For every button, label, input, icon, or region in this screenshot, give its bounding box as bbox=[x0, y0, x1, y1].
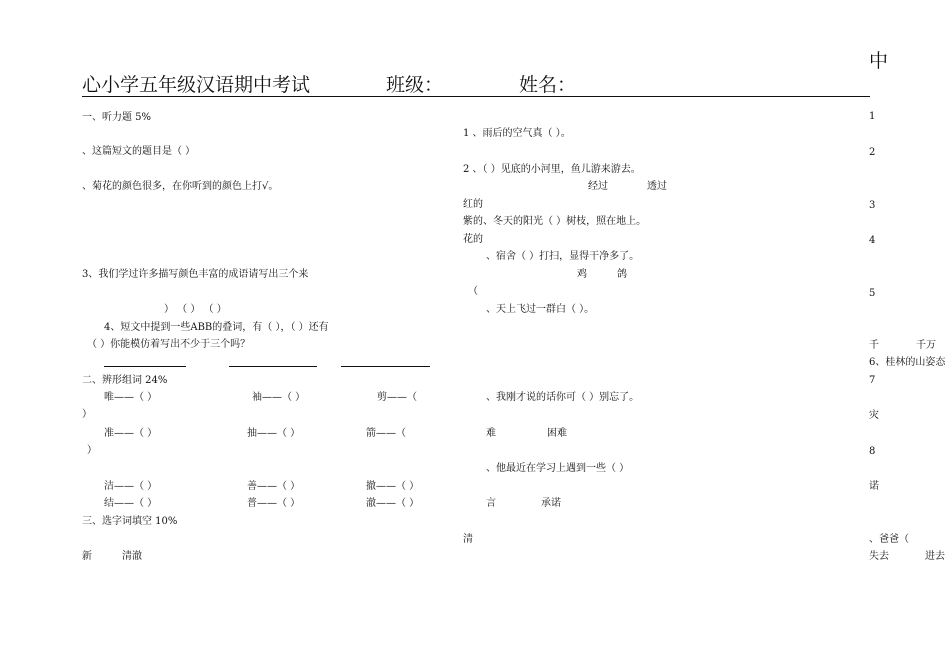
word-option-chengnuo: 承诺 bbox=[541, 498, 561, 509]
word-option-yan: 言 bbox=[486, 498, 496, 509]
word-row-1-c: 剪——（ bbox=[377, 392, 417, 403]
word-row-1-close: ） bbox=[82, 409, 92, 420]
word-row-4-c: 澈——（ ） bbox=[366, 498, 420, 509]
question-3-blanks: ） （ ） （ ） bbox=[164, 304, 227, 315]
right-num-1: 1 bbox=[869, 111, 876, 122]
word-option-nuo: 诺 bbox=[869, 481, 879, 492]
word-row-2-a: 准——（ ） bbox=[104, 428, 158, 439]
fill-item-sky: 、天上飞过一群白（ ）。 bbox=[486, 304, 595, 315]
fill-item-1: 1 、雨后的空气真（ ）。 bbox=[463, 128, 571, 139]
word-option-qing: 清 bbox=[463, 534, 473, 545]
answer-line-1 bbox=[104, 366, 186, 367]
word-row-3-c: 撤——（ ） bbox=[366, 481, 420, 492]
fill-item-study: 、他最近在学习上遇到一些（ ） bbox=[486, 463, 630, 474]
question-flower-colors: 、菊花的颜色很多，在你听到的颜色上打√。 bbox=[82, 181, 279, 192]
class-label: 班级： bbox=[386, 74, 444, 96]
word-option-jingguo: 经过 bbox=[588, 181, 608, 192]
fill-item-sunlight: 紫的、冬天的阳光（ ）树枝，照在地上。 bbox=[463, 216, 647, 227]
fill-item-baba: 、爸爸（ bbox=[869, 534, 909, 545]
word-row-2-c: 箭——（ bbox=[366, 428, 406, 439]
word-row-2-b: 抽——（ ） bbox=[247, 428, 301, 439]
fill-item-words: 、我刚才说的话你可（ ）别忘了。 bbox=[486, 392, 640, 403]
word-option-clear: 清澈 bbox=[122, 551, 142, 562]
open-paren: （ bbox=[468, 286, 478, 297]
word-row-3-b: 善——（ ） bbox=[247, 481, 301, 492]
fill-item-2: 2 、（ ）见底的小河里，鱼儿游来游去。 bbox=[463, 164, 641, 175]
corner-char: 中 bbox=[869, 50, 889, 72]
question-6-guilin: 6、桂林的山姿态 bbox=[869, 357, 946, 368]
word-option-zai: 灾 bbox=[869, 410, 879, 421]
word-option-new: 新 bbox=[82, 551, 92, 562]
question-4-line-2: （ ）你能模仿着写出不少于三个吗？ bbox=[87, 339, 251, 350]
section-1-title: 一、听力题 5% bbox=[82, 112, 152, 123]
right-num-4: 4 bbox=[869, 235, 876, 246]
word-row-4-a: 结——（ ） bbox=[104, 498, 158, 509]
color-red: 红的 bbox=[463, 199, 483, 210]
fill-item-dorm: 、宿舍（ ）打扫，显得干净多了。 bbox=[486, 251, 640, 262]
question-title: 、这篇短文的题目是（ ） bbox=[82, 146, 196, 157]
word-option-shiqu: 失去 bbox=[869, 551, 889, 562]
word-option-jinqu: 进去 bbox=[925, 551, 945, 562]
word-row-2-close: ） bbox=[87, 445, 97, 456]
word-option-touguo: 透过 bbox=[647, 181, 667, 192]
word-option-ji: 鸡 bbox=[577, 269, 587, 280]
question-3: 3、我们学过许多描写颜色丰富的成语请写出三个来 bbox=[82, 269, 309, 280]
right-num-3: 3 bbox=[869, 200, 876, 211]
word-option-qianwan: 千万 bbox=[916, 340, 936, 351]
exam-title: 心小学五年级汉语期中考试 bbox=[82, 74, 311, 96]
word-option-ge: 鸽 bbox=[617, 269, 627, 280]
word-option-kunnan: 困难 bbox=[547, 428, 567, 439]
word-option-qian: 千 bbox=[869, 340, 879, 351]
question-4-line-1: 4、短文中提到一些ABB的叠词，有（ ），（ ）还有 bbox=[104, 322, 329, 333]
color-flower: 花的 bbox=[463, 234, 483, 245]
word-row-1-a: 唯——（ ） bbox=[104, 392, 158, 403]
section-2-title: 二、辨形组词 24% bbox=[82, 375, 168, 386]
right-num-5: 5 bbox=[869, 288, 876, 299]
word-option-nan: 难 bbox=[486, 428, 496, 439]
word-row-4-b: 普——（ ） bbox=[247, 498, 301, 509]
answer-line-2 bbox=[229, 366, 317, 367]
answer-line-3 bbox=[341, 366, 430, 367]
right-num-2: 2 bbox=[869, 147, 876, 158]
right-num-7: 7 bbox=[869, 375, 876, 386]
section-3-title: 三、选字词填空 10% bbox=[82, 516, 178, 527]
name-label: 姓名： bbox=[519, 74, 577, 96]
word-row-3-a: 洁——（ ） bbox=[104, 481, 158, 492]
right-num-8: 8 bbox=[869, 446, 876, 457]
header-rule bbox=[82, 96, 870, 97]
word-row-1-b: 袖——（ ） bbox=[252, 392, 306, 403]
